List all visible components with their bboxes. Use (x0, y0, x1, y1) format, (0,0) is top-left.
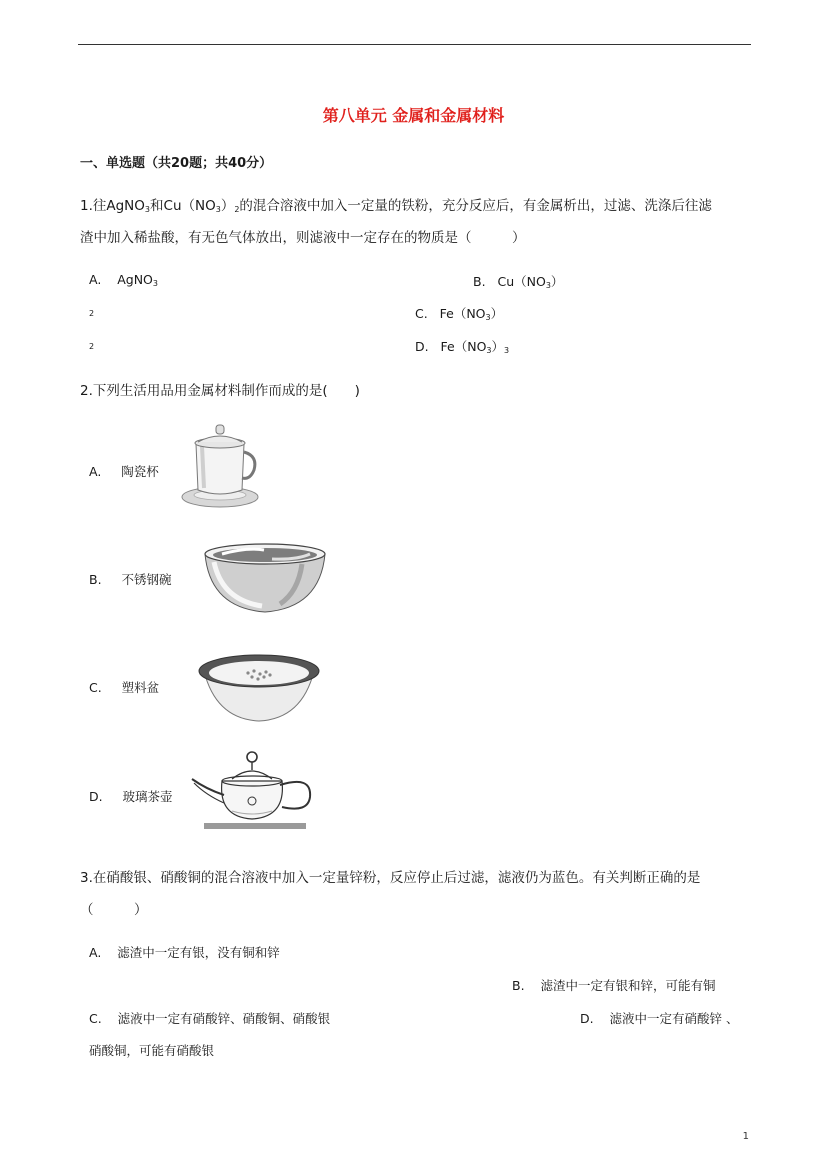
q2-stem: 2.下列生活用品用金属材料制作而成的是( ) (80, 383, 360, 399)
option-label: C. (415, 306, 428, 321)
q1-text: ） (220, 198, 235, 214)
option-text: ） (490, 306, 504, 321)
q2-option-c[interactable] (89, 678, 159, 696)
q3-option-d[interactable] (580, 1009, 739, 1027)
option-text: 不锈钢碗 (121, 572, 172, 587)
option-text: 玻璃茶壶 (122, 789, 173, 804)
q1-option-a[interactable] (89, 272, 158, 288)
q3-option-c[interactable] (89, 1009, 330, 1027)
option-text: Fe（NO (440, 339, 487, 354)
q1-stem-line2: 渣中加入稀盐酸，有无色气体放出，则滤液中一定存在的物质是（ ） (80, 230, 526, 246)
option-text: 塑料盆 (121, 680, 160, 695)
q3-option-d-continuation: 硝酸铜，可能有硝酸银 (89, 1043, 215, 1058)
ceramic-cup-image (180, 424, 260, 510)
q1-subscript: 2 (234, 205, 240, 214)
option-text: Cu（NO (497, 274, 546, 289)
q3-stem-line2: （ ） (80, 902, 148, 918)
option-label: A. (89, 272, 102, 287)
q3-stem-line1: 3.在硝酸银、硝酸铜的混合溶液中加入一定量锌粉，反应停止后过滤，滤液仍为蓝色。有关判断正确的是 (80, 870, 701, 886)
option-subscript: 3 (486, 346, 492, 355)
option-text: 滤液中一定有硝酸锌 、 (609, 1011, 739, 1026)
q1-option-d[interactable] (415, 337, 509, 355)
page-title: 第八单元 金属和金属材料 (322, 106, 505, 125)
option-label: D. (580, 1011, 594, 1026)
option-text: 陶瓷杯 (121, 464, 159, 479)
option-text: 滤渣中一定有银，没有铜和锌 (117, 945, 280, 960)
option-text: ） (550, 274, 564, 289)
q1-text: 1.往AgNO (80, 198, 145, 214)
option-subscript: 3 (545, 281, 551, 290)
q1-stem-line1 (80, 194, 712, 214)
q1-subscript: 3 (215, 205, 221, 214)
q1-text: 和Cu（NO (150, 198, 216, 214)
q2-option-b[interactable] (89, 570, 171, 588)
q3-option-a[interactable] (89, 943, 280, 961)
option-label: C. (89, 1011, 102, 1026)
option-label: A. (89, 945, 102, 960)
option-label: B. (89, 572, 102, 587)
option-label: C. (89, 680, 102, 695)
q2-option-d[interactable] (89, 787, 173, 805)
glass-teapot-image (188, 745, 318, 833)
q2-option-a[interactable] (89, 462, 159, 480)
q1-text: 的混合溶液中加入一定量的铁粉，充分反应后，有金属析出，过滤、洗涤后往滤 (239, 198, 712, 214)
option-label: A. (89, 464, 102, 479)
option-subscript: 3 (485, 313, 491, 322)
option-text: ） (491, 339, 505, 354)
option-label: D. (415, 339, 429, 354)
page-number: 1 (742, 1131, 749, 1142)
option-label: B. (512, 978, 525, 993)
q3-option-b[interactable] (512, 976, 715, 994)
stainless-steel-bowl-image (202, 542, 328, 616)
option-text: 滤液中一定有硝酸锌、硝酸铜、硝酸银 (117, 1011, 331, 1026)
option-subscript: 3 (152, 279, 158, 288)
option-label: B. (473, 274, 486, 289)
q1-option-b[interactable] (473, 272, 563, 290)
option-text: Fe（NO (439, 306, 486, 321)
q1-option-c[interactable] (415, 304, 503, 322)
q1-stray-subscript: 2 (89, 309, 95, 318)
header-rule (78, 44, 751, 45)
option-text: 滤渣中一定有银和锌，可能有铜 (540, 978, 716, 993)
option-subscript: 3 (504, 346, 510, 355)
option-label: D. (89, 789, 103, 804)
plastic-basin-image (196, 651, 322, 725)
q1-subscript: 3 (144, 205, 151, 214)
option-text: AgNO (117, 272, 153, 287)
q1-stray-subscript: 2 (89, 342, 95, 351)
section-heading: 一、单选题（共20题；共40分） (80, 156, 273, 171)
